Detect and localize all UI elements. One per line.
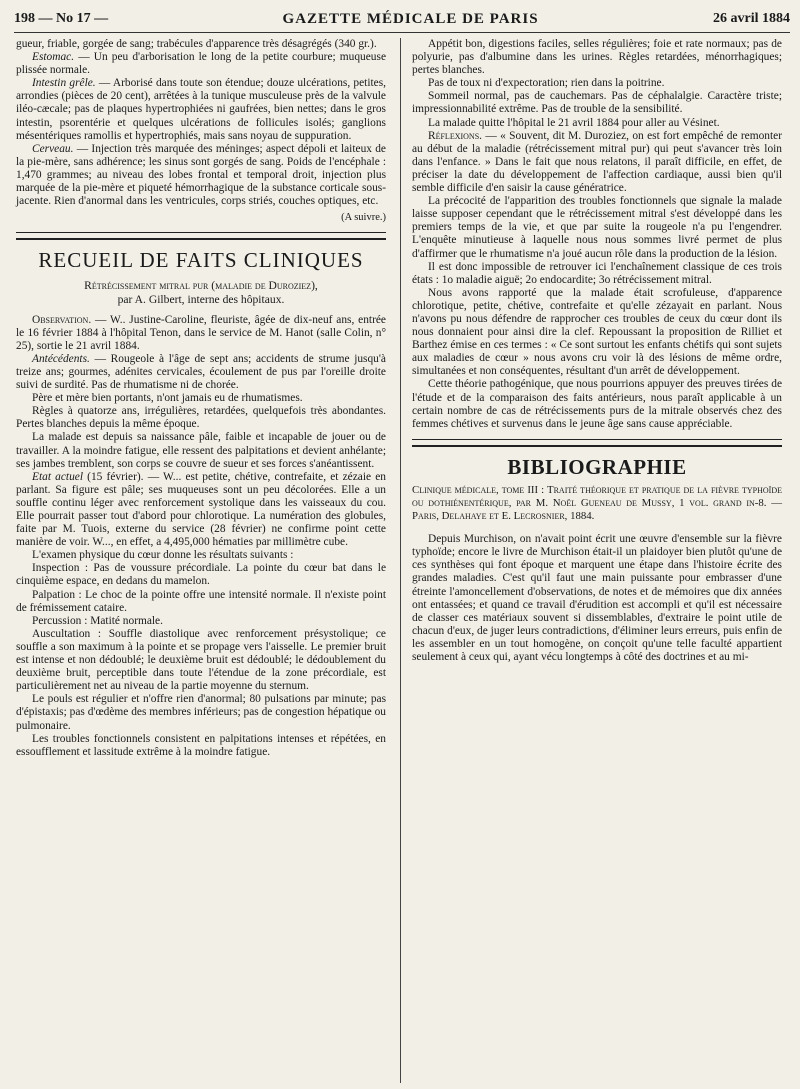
case-title-line: Rétrécissement mitral pur (maladie de Duroziez), [84,279,318,293]
case-title [16,279,386,305]
paragraph-label: Intestin grêle. [32,77,96,90]
paragraph: Cette théorie pathogénique, que nous pourrions appuyer des preuves tirées de l'étude et de la comparaison des faits antérieurs, nous paraît applicable à un certain nombre de cas de rétrécissements purs de la mitrale observés chez des femmes chétives et survenus dans le jeune âge sans cause appréciable. [412,378,782,430]
paragraph-cerveau [16,143,386,208]
paragraph: Appétit bon, digestions faciles, selles régulières; foie et rate normaux; pas de polyurie, pas d'albumine dans les urines. Règles retardées, ménorrhagiques; pertes blanches. [412,38,782,77]
paragraph-text: — Arborisé dans toute son étendue; douze ulcérations, petites, arrondies (pièces de 20 cent), arrêtées à la tunique musculeuse près de la valvule iléo-cæcale; pas de plaques hypertrophiées ni gaufrées, bien nettes; dans le gros intestin, psorentérie et quelques ulcérations de follicules isolés; ganglions mésentériques ramollis et hypertrophiés, mais sans noyau de suppuration. [16,77,386,142]
paragraph: Le pouls est régulier et n'offre rien d'anormal; 80 pulsations par minute; pas d'épistaxis; pas d'œdème des membres inférieurs; pas de congestion hépatique ou pulmonaire. [16,693,386,732]
paragraph-text: — Un peu d'arborisation le long de la petite courbure; muqueuse plissée normale. [16,51,386,77]
case-author: par A. Gilbert, interne des hôpitaux. [117,292,285,306]
paragraph: La précocité de l'apparition des troubles fonctionnels que signale la malade laisse supposer cependant que le rétrécissement mitral s'est développé dans les premiers temps de la vie, et que par suite la rougeole n'a pu l'engendrer. L'enquête minutieuse à laquelle nous nous sommes livré permet de plus d'affirmer que le rhumatisme n'a joué aucun rôle dans la production de la lésion. [412,195,782,260]
paragraph-text: — « Souvent, dit M. Duroziez, on est fort empêché de remonter au début de la maladie (rétrécissement mitral pur) qui peut s'avancer très loin dans l'enfance. » Dans le fait que nous relatons, il paraît difficile, en effet, de préciser la date du développement de l'affection cardiaque, aussi bien qu'il semble difficile d'en saisir la cause génératrice. [412,129,782,195]
paragraph-etat [16,471,386,550]
paragraph-label: Cerveau. [32,142,74,155]
journal-title: GAZETTE MÉDICALE DE PARIS [282,10,539,27]
paragraph: Il est donc impossible de retrouver ici l'enchaînement classique de ces trois états : 1o maladie aiguë; 2o endocardite; 3o rétrécissement mitral. [412,260,782,286]
bibliography-reference: Clinique médicale, tome III : Traité théorique et pratique de la fièvre typhoïde ou dothiénentérique, par M. Noël Gueneau de Mussy, 1 vol. grand in-8. — Paris, Delahaye et E. Lecrosnier, 1884. [412,483,782,523]
paragraph: L'examen physique du cœur donne les résultats suivants : [32,549,294,562]
paragraph-antecedents [16,353,386,392]
paragraph: La malade quitte l'hôpital le 21 avril 1884 pour aller au Vésinet. [428,116,720,129]
paragraph: Inspection : Pas de voussure précordiale. La pointe du cœur bat dans le cinquième espace, en dedans du mamelon. [16,562,386,588]
bibliography-title: BIBLIOGRAPHIE [507,454,687,479]
paragraph: Depuis Murchison, on n'avait point écrit une œuvre d'ensemble sur la fièvre typhoïde; encore le livre de Murchison était-il un plaidoyer bien plutôt qu'une de ces synthèses qui font époque et marquent une étape dans l'histoire écrite des grandes maladies. C'est qu'il faut une main puissante pour embrasser d'une étreinte l'amoncellement d'observations, de notes et de mémoires que dix années ont entassées; et quand ce travail d'érudition est accompli et qu'il est nécessaire de classer ces matériaux souvent si dissemblables, d'extraire le point utile de chacun d'eux, de juger leurs contradictions, d'éliminer leurs erreurs, puis enfin de les assembler en un tout homogène, on conçoit qu'une telle faculté appartient seulement à ceux qui, ayant vécu longtemps à côté des doctrines et au mi- [412,533,782,664]
left-column [16,38,386,759]
paragraph-reflexions [412,130,782,195]
paragraph-label: Réflexions. [428,129,482,142]
section-title: RECUEIL DE FAITS CLINIQUES [38,248,364,273]
paragraph: Nous avons rapporté que la malade était scrofuleuse, d'apparence chlorotique, petite, chétive, contrefaite et qu'elle zézayait en parlant. Nous n'avons pu nous défendre de rapprocher ces troubles de ceux du cœur dont ils nous donnaient pour ainsi dire la clef. Repoussant la proposition de Rilliet et Barthez émise en ces termes : « Ce sont surtout les enfants chétifs qui sont sujets aux maladies de cœur » nous avons cru voir là des lésions de même ordre, simultanées et non conséquentes, résultant d'un arrêt de développement. [412,286,782,378]
issue-date: 26 avril 1884 [712,11,790,26]
paragraph: Palpation : Le choc de la pointe offre une intensité normale. Il n'existe point de frémissement cataire. [16,588,386,614]
paragraph: Auscultation : Souffle diastolique avec renforcement présystolique; ce souffle a son maximum à la pointe et se propage vers l'aisselle. Le premier bruit est intense et non dédoublé; le deuxième bruit est dédoublé; le dédoublement du deuxième bruit, perceptible dans toute l'étendue de la zone précordiale, est particulièrement net au niveau de la partie moyenne du sternum. [16,627,386,693]
paragraph: Sommeil normal, pas de cauchemars. Pas de céphalalgie. Caractère triste; impressionnabilité extrême. Pas de trouble de la sensibilité. [412,90,782,116]
paragraph-text: — Injection très marquée des méninges; aspect dépoli et laiteux de la pie-mère, sans adhérence; les sinus sont gorgés de sang. Poids de l'encéphale : 1,470 grammes; au niveau des lobes frontal et temporal droit, injection plus marquée de la pie-mère et piqueté hémorrhagique de la substance corticale sous-jacente. Rien d'anormal dans les ventricules, corps striés, couches optiques, etc. [16,142,386,208]
paragraph: La malade est depuis sa naissance pâle, faible et incapable de jouer ou de travailler. A la moindre fatigue, elle ressent des palpitations et devient anhélante; ses jambes tremblent, son corps se couvre de sueur et ses forces s'anéantissent. [16,431,386,470]
section-separator [412,439,782,447]
paragraph-label: Etat actuel [32,470,83,483]
paragraph-label: Observation. [32,313,92,326]
paragraph: Percussion : Matité normale. [32,614,163,627]
paragraph-estomac [16,51,386,77]
paragraph: Pas de toux ni d'expectoration; rien dans la poitrine. [428,77,665,90]
paragraph: gueur, friable, gorgée de sang; trabécules d'apparence très désagrégés (340 gr.). [16,38,377,50]
section-separator [16,232,386,240]
page-number: 198 — No 17 — [14,11,109,26]
paragraph: Père et mère bien portants, n'ont jamais eu de rhumatismes. [32,392,303,405]
column-divider [400,38,401,1083]
paragraph-text: — Rougeole à l'âge de sept ans; accidents de strume jusqu'à treize ans; gourmes, adénites cervicales, écoulement de pus par l'oreille droite suivi de surdité. Pas de rhumatisme ni de chorée. [16,352,386,392]
paragraph: Règles à quatorze ans, irrégulières, retardées, quelquefois très abondantes. Pertes blanches depuis la même époque. [16,405,386,431]
to-be-continued: (A suivre.) [341,212,386,224]
paragraph-label: Antécédents. [32,352,90,365]
paragraph-observation [16,314,386,353]
paragraph: Les troubles fonctionnels consistent en palpitations intenses et répétées, en essoufflement et lassitude extrême à la moindre fatigue. [16,732,386,758]
page-header [14,6,790,33]
paragraph-intestin [16,77,386,142]
paragraph-label: Estomac. [32,51,75,64]
paragraph-text: — W.. Justine-Caroline, fleuriste, âgée de dix-neuf ans, entrée le 16 février 1884 à l'hôpital Tenon, dans le service de M. Hanot (salle Colin, n° 25), sortie le 21 avril 1884. [16,313,386,352]
paragraph-text: (15 février). — W... est petite, chétive, contrefaite, et zézaie en parlant. Sa figure est pâle; ses muqueuses sont un peu décolorées. Elle a un souffle continu léger avec renforcement systolique dans les vaisseaux du cou. Elle pourrait passer tout d'abord pour chlorotique. La numération des globules, faite par M. Tuois, externe du service (28 février) ne confirme point cette manière de voir. W..., en effet, a 4,495,000 hématies par millimètre cube. [16,470,386,549]
right-column [412,38,782,664]
